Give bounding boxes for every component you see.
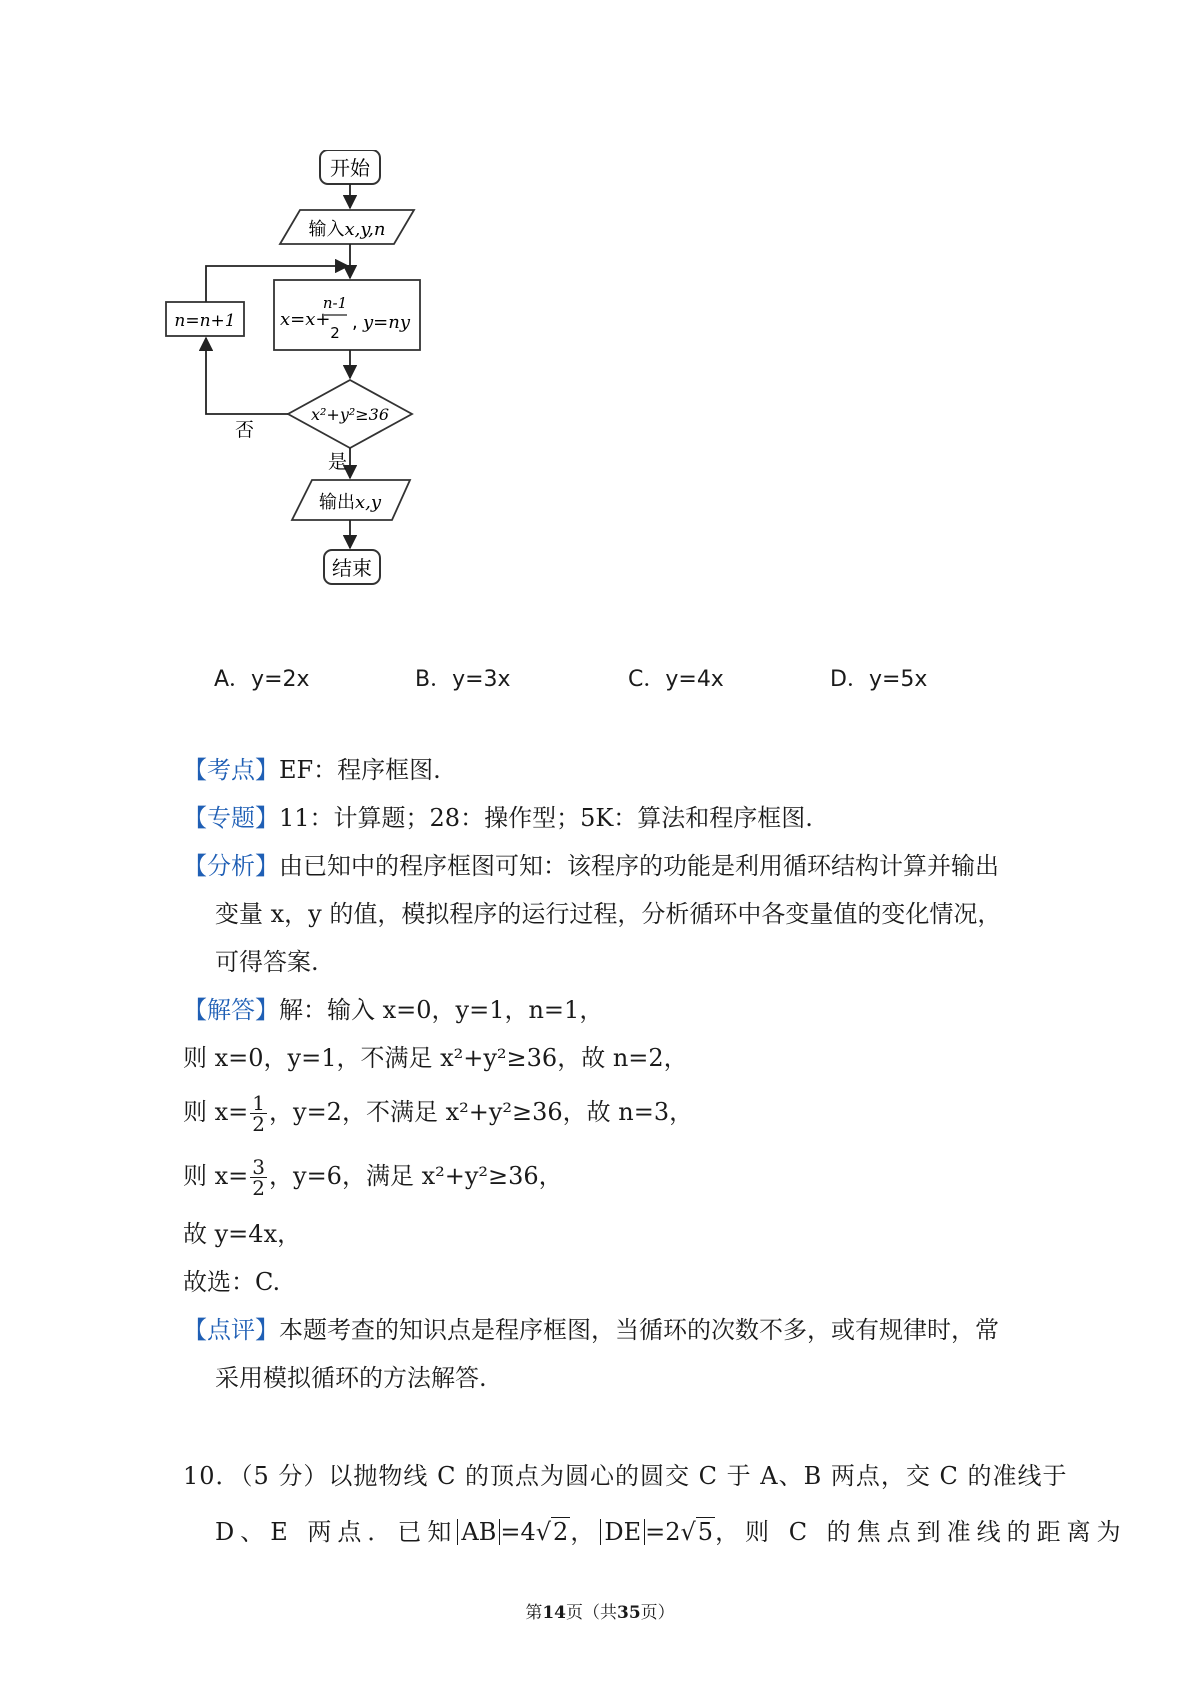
page-footer: 第14页（共35页） [525,1603,675,1623]
sqrt-two: √2 [535,1518,569,1546]
jieda-line [183,994,603,1026]
fenxi-text-1: 由已知中的程序框图可知：该程序的功能是利用循环结构计算并输出 [279,852,999,880]
kaodian-line [183,754,441,786]
abs-de: DE [600,1519,645,1545]
process-y: y=ny [363,312,411,333]
dianping-text-1: 本题考查的知识点是程序框图，当循环的次数不多，或有规律时，常 [279,1316,999,1344]
yes-label: 是 [328,451,348,473]
zhuanti-line [183,802,813,834]
fenxi-tag: 【分析】 [183,852,279,880]
process-x: x=x+ [280,309,331,330]
abs-ab: AB [457,1519,500,1545]
zhuanti-text: 11：计算题；28：操作型；5K：算法和程序框图. [279,804,813,832]
process-frac-den: 2 [330,324,340,342]
page-total: 35 [617,1603,641,1623]
fenxi-text-2: 变量 x，y 的值，模拟程序的运行过程，分析循环中各变量值的变化情况， [215,900,1002,928]
kaodian-text: EF：程序框图. [279,756,441,784]
jieda-text: 解：输入 x=0，y=1，n=1， [279,996,604,1024]
start-label: 开始 [330,156,370,180]
solution-step-3: 则 x= $\frac{3}{2}$ ，y=6，满足 x²+y²≥36， [183,1155,563,1200]
solution-step-2: 则 x= $\frac{1}{2}$ ，y=2，不满足 x²+y²≥36，故 n=3， [183,1091,694,1136]
kaodian-tag: 【考点】 [183,756,279,784]
solution-choice: 故选：C. [183,1268,281,1296]
option-c: C．y=4x [628,667,724,692]
end-label: 结束 [332,556,372,580]
page-number: 14 [542,1603,566,1623]
question-10-line1: 10．（5 分）以抛物线 C 的顶点为圆心的圆交 C 于 A、B 两点，交 C 的准线于 [183,1462,1068,1490]
program-flowchart [160,150,460,620]
process-frac-num: n-1 [322,294,348,312]
option-b: B．y=3x [415,667,511,692]
sqrt-five: √5 [680,1518,714,1546]
dianping-line [183,1314,999,1346]
zhuanti-tag: 【专题】 [183,804,279,832]
increment-label: n=n+1 [174,311,236,331]
no-label: 否 [235,419,255,441]
fenxi-text-3: 可得答案. [215,948,319,976]
dianping-tag: 【点评】 [183,1316,279,1344]
fraction-one-half: $\frac{1}{2}$ [252,1091,266,1136]
solution-conclusion: 故 y=4x， [183,1220,302,1248]
input-label: 输入x,y,n [308,219,386,240]
solution-step-1: 则 x=0，y=1，不满足 x²+y²≥36，故 n=2， [183,1044,688,1072]
decision-label: x²+y²≥36 [310,405,390,424]
option-d: D．y=5x [830,667,928,692]
question-10-line2: D、E 两点．已知 AB =4√2， DE =2√5，则 C 的焦点到准线的距离为 [215,1518,1127,1546]
jieda-tag: 【解答】 [183,996,279,1024]
output-label: 输出x,y [318,492,382,513]
fenxi-line1 [183,850,999,882]
dianping-text-2: 采用模拟循环的方法解答. [215,1364,487,1392]
fraction-three-halves: $\frac{3}{2}$ [252,1155,266,1200]
process-sep: , [352,312,358,333]
option-a: A．y=2x [214,667,310,692]
